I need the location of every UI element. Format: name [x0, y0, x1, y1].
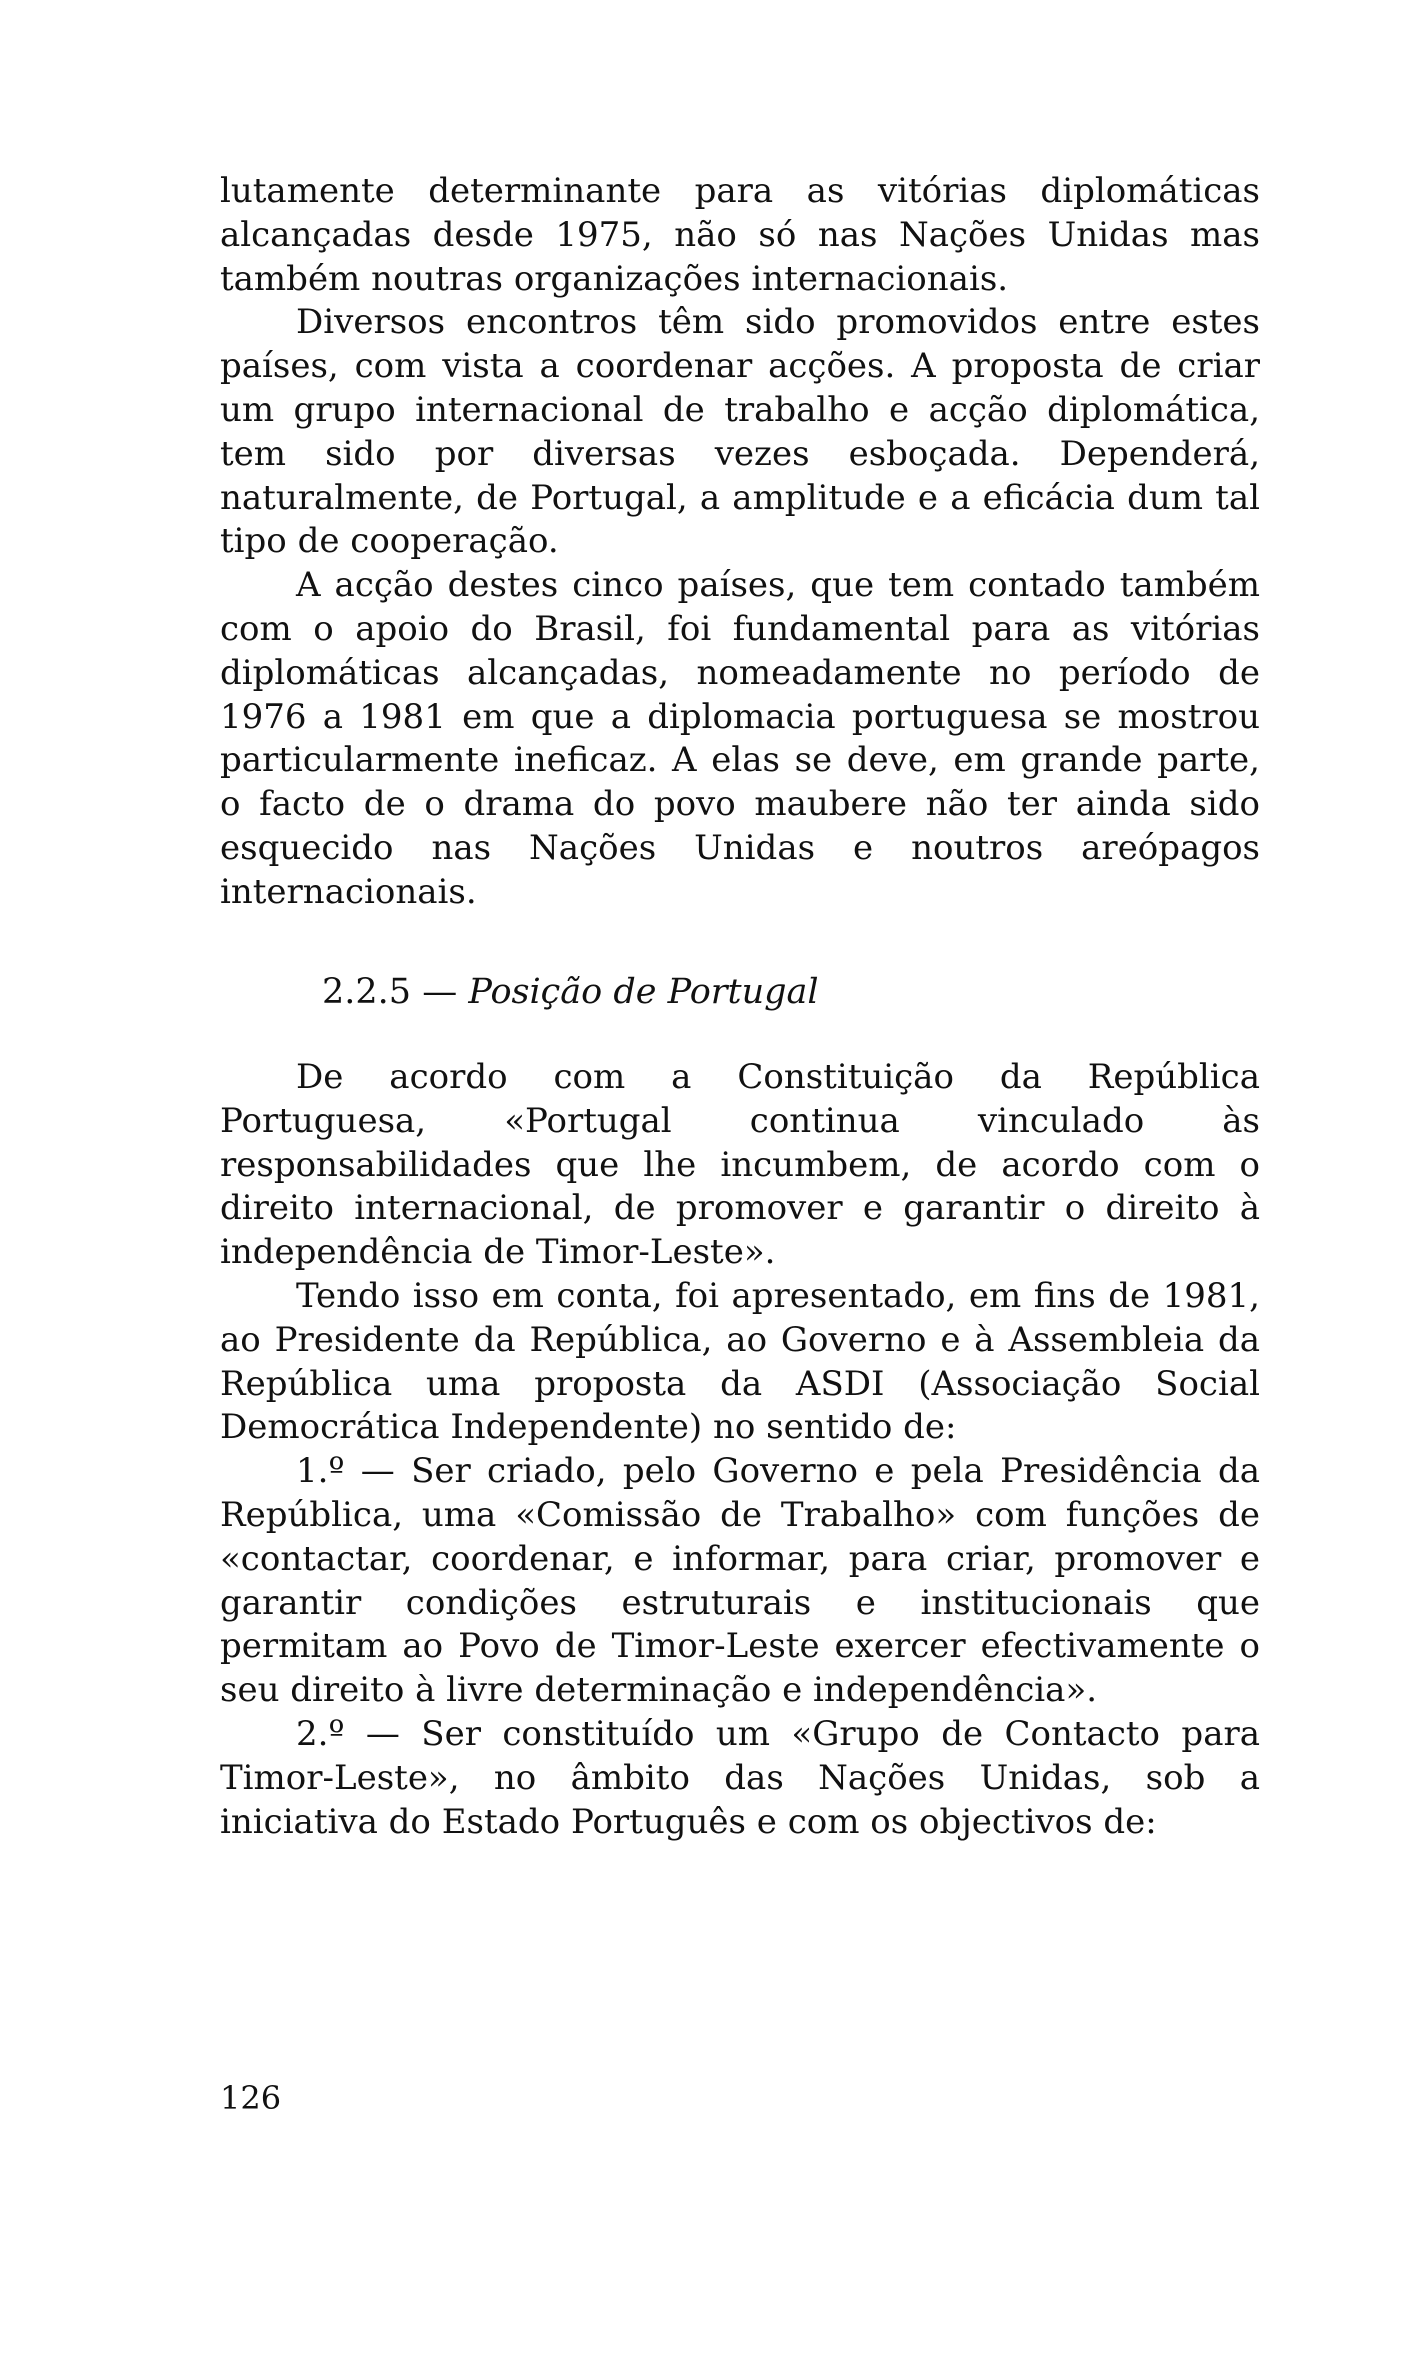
section-title: Posição de Portugal	[468, 972, 819, 1012]
section-number: 2.2.5	[322, 972, 412, 1012]
paragraph-item-2: 2.º — Ser constituído um «Grupo de Contacto para Timor-Leste», no âmbito das Nações Unidas, sob a iniciativa do Estado Português e com os objectivos de:	[220, 1713, 1260, 1842]
paragraph-constitution: De acordo com a Constituição da República Portuguesa, «Portugal continua vinculado às responsabilidades que lhe incumbem, de acordo com o direito internacional, de promover e garantir o direito à independência de Timor-Leste».	[220, 1057, 1260, 1273]
paragraph-continuation: lutamente determinante para as vitórias diplomáticas alcançadas desde 1975, não só nas Nações Unidas mas também noutras organizações internacionais.	[220, 171, 1260, 299]
paragraph-asdi-proposal: Tendo isso em conta, foi apresentado, em fins de 1981, ao Presidente da República, ao Governo e à Assembleia da República uma proposta da ASDI (Associação Social Democrática Independente) no sentido de:	[220, 1275, 1260, 1448]
section-heading	[322, 970, 819, 1014]
section-separator: —	[411, 972, 469, 1012]
page-number: 126	[220, 2079, 282, 2117]
paragraph-item-1: 1.º — Ser criado, pelo Governo e pela Presidência da República, uma «Comissão de Trabalho» com funções de «contactar, coordenar, e informar, para criar, promover e garantir condições estruturais e institucionais que permitam ao Povo de Timor-Leste exercer efectivamente o seu direito à livre determinação e independência».	[220, 1451, 1260, 1711]
paragraph-five-countries: A acção destes cinco países, que tem contado também com o apoio do Brasil, foi fundamental para as vitórias diplomáticas alcançadas, nomeadamente no período de 1976 a 1981 em que a diplomacia portuguesa se mostrou particularmente ineficaz. A elas se deve, em grande parte, o facto de o drama do povo maubere não ter ainda sido esquecido nas Nações Unidas e noutros areópagos internacionais.	[220, 565, 1260, 912]
paragraph-meetings: Diversos encontros têm sido promovidos entre estes países, com vista a coordenar acções. A proposta de criar um grupo internacional de trabalho e acção diplomática, tem sido por diversas vezes esboçada. Dependerá, naturalmente, de Portugal, a amplitude e a eficácia dum tal tipo de cooperação.	[220, 302, 1260, 562]
body-text-bottom	[220, 1056, 1260, 1844]
body-text-top	[220, 170, 1260, 915]
